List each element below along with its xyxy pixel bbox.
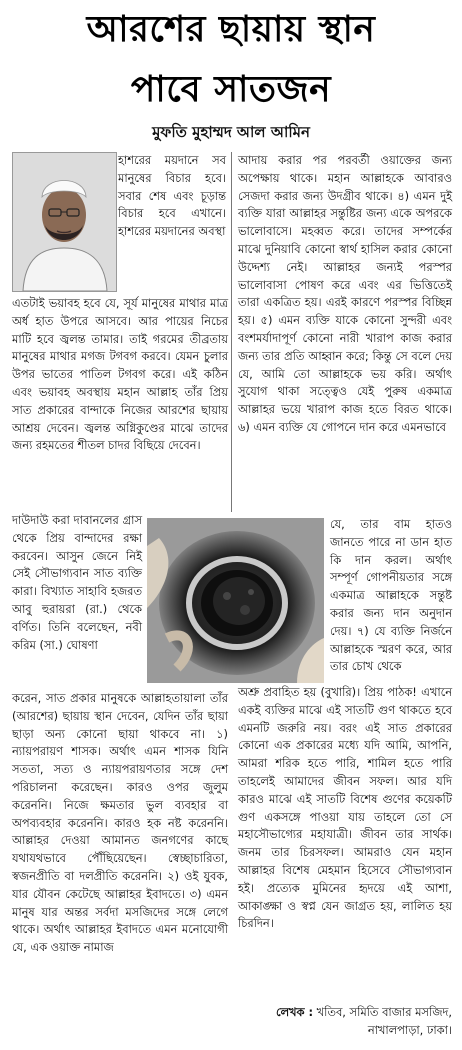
author-byline: মুফতি মুহাম্মদ আল আমিন bbox=[152, 123, 310, 141]
right-paragraph-1: আদায় করার পর পরবর্তী ওয়াক্তের জন্য অপেক্ষায় থাকে। মহান আল্লাহকে আবারও সেজদা করার জন্য উদগ্রীব থাকে। ৪) এমন দুই ব্যক্তি যারা আল্লাহর সন্তুষ্টির জন্য একে অপরকে ভালোবাসে। মহব্বত করে। তাদের সম্পর্কের মাঝে দুনিয়াবি কোনো স্বার্থ হাসিল করার কোনো উদ্দেশ্য নেই। আল্লাহর জন্যই পরস্পর ভালোবাসা পোষণ করে এবং এর ভিত্তিতেই তারা একত্রিত হয়। এরই কারণে পরস্পর বিচ্ছিন্ন হয়। ৫) এমন ব্যক্তি যাকে কোনো সুন্দরী এবং বংশমর্যাদাপূর্ণ কোনো নারী খারাপ কাজ করার জন্য তার প্রতি আহ্বান করে; কিন্তু সে বলে দেয় যে, আমি তো আল্লাহকে ভয় করি। অর্থাৎ সুযোগ থাকা সত্ত্বেও যেই পুরুষ একমাত্র আল্লাহর ভয়ে খারাপ কাজ হতে বিরত থাকে। ৬) এমন ব্যক্তি যে গোপনে দান করে এমনভাবে bbox=[238, 153, 452, 434]
author-photo bbox=[12, 152, 117, 292]
author-signature bbox=[238, 1004, 452, 1040]
signature-text: খতিব, সমিতি বাজার মসজিদ, নাখালপাড়া, ঢাকা। bbox=[316, 1005, 452, 1037]
left-paragraph-2: করেন, সাত প্রকার মানুষকে আল্লাহতায়ালা তাঁর (আরশের) ছায়ায় স্থান দেবেন, যেদিন তাঁর ছায়া ছাড়া অন্য কোনো ছায়া থাকবে না। ১) ন্যায়পরায়ণ শাসক। অর্থাৎ এমন শাসক যিনি সততা, সত্য ও ন্যায়পরায়ণতার সঙ্গে দেশ পরিচালনা করেছেন। কারও ওপর জুলুম করেননি। নিজে ক্ষমতার ভুল ব্যবহার বা অপব্যবহার করেননি। কারও হক নষ্ট করেননি। আল্লাহর দেওয়া আমানত জনগণের কাছে যথাযথভাবে পৌঁছিয়েছেন। স্বেচ্ছাচারিতা, স্বজনপ্রীতি বা দলপ্রীতি করেননি। ২) ওই যুবক, যার যৌবন কেটেছে আল্লাহর ইবাদতে। ৩) এমন মানুষ যার অন্তর সর্বদা মসজিদের সঙ্গে লেগে থাকে। অর্থাৎ আল্লাহর ইবাদতে এমন মনোযোগী যে, এক ওয়াক্ত নামাজ bbox=[12, 691, 228, 955]
left-paragraph-1: এতটাই ভয়াবহ হবে যে, সূর্য মানুষের মাথার মাত্র অর্ধ হাত উপরে আসবে। আর পায়ের নিচের মাটি হবে জ্বলন্ত তামার। তাই গরমের তীব্রতায় মানুষের মাথার মগজ টগবগ করবে। যেমন চুলার উপর ভাতের পাতিল টগবগ করে। এই কঠিন এবং ভয়াবহ অবস্থায় মহান আল্লাহ তাঁর প্রিয় সাত প্রকারের বান্দাকে নিজের আরশের ছায়ায় আশ্রয় দেবেন। জ্বলন্ত অগ্নিকুণ্ডের মাঝে তাদের জন্য রহমতের শীতল চাদর বিছিয়ে দেবেন। bbox=[12, 296, 228, 453]
kaaba-photo bbox=[147, 518, 324, 683]
text-beside-photo: হাশরের ময়দানে সব মানুষের বিচার হবে। সবার শেষ এবং চূড়ান্ত বিচার হবে এখানে। হাশরের ময়দানের অবস্থা bbox=[118, 153, 226, 239]
column-divider bbox=[231, 152, 232, 512]
headline-line-1: আরশের ছায়ায় স্থান bbox=[86, 9, 376, 50]
right-paragraph-2: অশ্রু প্রবাহিত হয় (বুখারি)। প্রিয় পাঠক! এখানে একই ব্যক্তির মাঝে এই সাতটি গুণ থাকতে হবে এমনটি জরুরি নয়। বরং এই সাত প্রকারের কোনো এক প্রকারের মধ্যে যদি আমি, আপনি, আমরা শরিক হতে পারি, শামিল হতে পারি তাহলেই আমাদের জীবন সফল। আর যদি কারও মাঝে এই সাতটি বিশেষ গুণের কয়েকটি গুণ একসঙ্গে পাওয়া যায় তাহলে তো সে মহাসৌভাগ্যের মহাযাত্রী। জীবন তার সার্থক। জনম তার চিরসফল। আমরাও যেন মহান আল্লাহর বিশেষ মেহমান হিসেবে সৌভাগ্যবান হই। প্রত্যেক মুমিনের হৃদয়ে এই আশা, আকাঙ্ক্ষা ও স্বপ্ন যেন জাগ্রত হয়, লালিত হয় চিরদিন। bbox=[238, 685, 452, 931]
article-headline bbox=[0, 4, 462, 116]
headline-line-2: পাবে সাতজন bbox=[130, 69, 332, 110]
text-beside-kaaba-right: যে, তার বাম হাতও জানতে পারে না ডান হাত কি দান করল। অর্থাৎ সম্পূর্ণ গোপনীয়তার সঙ্গে একমাত্র আল্লাহকে সন্তুষ্ট করার জন্য দান অনুদান দেয়। ৭) যে ব্যক্তি নির্জনে আল্লাহকে স্মরণ করে, আর তার চোখ থেকে bbox=[330, 517, 452, 674]
text-beside-kaaba-left: দাউদাউ করা দাবানলের গ্রাস থেকে প্রিয় বান্দাদের রক্ষা করবেন। আসুন জেনে নিই সেই সৌভাগ্যবান সাত ব্যক্তি কারা। বিখ্যাত সাহাবি হজরত আবু হুরায়রা (রা.) থেকে বর্ণিত। তিনি বলেছেন, নবী করিম (সা.) ঘোষণা bbox=[12, 513, 142, 652]
signature-label: লেখক : bbox=[275, 1005, 314, 1019]
